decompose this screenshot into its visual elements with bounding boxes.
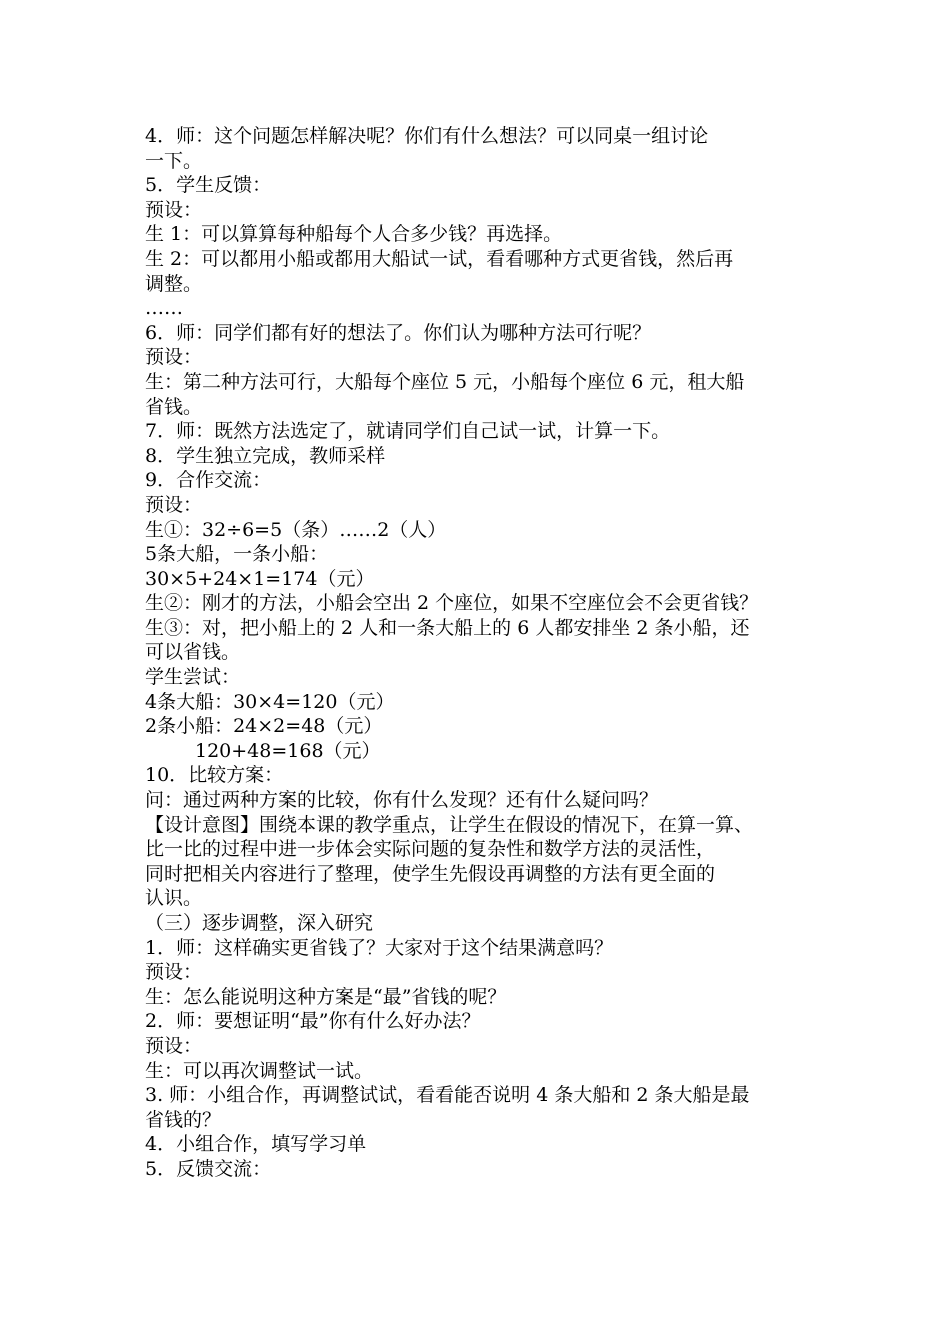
text-line: 可以省钱。 (145, 641, 241, 664)
text-line: 问：通过两种方案的比较，你有什么发现？还有什么疑问吗？ (145, 789, 659, 812)
text-line: 4．小组合作，填写学习单 (145, 1133, 367, 1156)
text-line: 2．师：要想证明“最”你有什么好办法？ (145, 1010, 481, 1033)
text-line: …… (145, 297, 183, 320)
text-line: 5．学生反馈： (145, 174, 272, 197)
text-line: 2条小船：24×2=48（元） (145, 715, 383, 738)
text-line: 预设： (145, 493, 203, 516)
text-line: 预设： (145, 346, 203, 369)
text-line: 预设： (145, 1034, 203, 1057)
text-line: 4条大船：30×4=120（元） (145, 690, 395, 713)
text-line: （三）逐步调整，深入研究 (145, 912, 374, 934)
text-line: 生①：32÷6=5（条）……2（人） (145, 518, 447, 541)
text-line: 3. 师：小组合作，再调整试试，看看能否说明 4 条大船和 2 条大船是最 (145, 1084, 750, 1107)
text-line: 省钱。 (145, 395, 203, 418)
text-line: 同时把相关内容进行了整理，使学生先假设再调整的方法有更全面的 (145, 862, 716, 885)
text-line: 7．师：既然方法选定了，就请同学们自己试一试，计算一下。 (145, 420, 671, 443)
text-line: 9．合作交流： (145, 469, 272, 492)
text-line: 学生尝试： (145, 666, 241, 689)
text-line: 省钱的？ (145, 1108, 222, 1131)
text-line: 认识。 (145, 887, 203, 910)
text-line: 生 2：可以都用小船或都用大船试一试，看看哪种方式更省钱，然后再 (145, 247, 734, 270)
text-line: 6．师：同学们都有好的想法了。你们认为哪种方法可行呢？ (145, 321, 652, 344)
text-line: 调整。 (145, 272, 203, 295)
text-line: 生 1：可以算算每种船每个人合多少钱？再选择。 (145, 223, 563, 246)
text-line: 10．比较方案： (145, 764, 284, 787)
text-line: 生②：刚才的方法，小船会空出 2 个座位，如果不空座位会不会更省钱？ (145, 592, 759, 615)
text-line: 生：可以再次调整试一试。 (145, 1059, 374, 1082)
text-line: 生：第二种方法可行，大船每个座位 5 元，小船每个座位 6 元，租大船 (145, 370, 745, 393)
text-line: 5．反馈交流： (145, 1157, 272, 1180)
text-line: 预设： (145, 198, 203, 221)
text-line: 一下。 (145, 149, 203, 172)
text-line: 比一比的过程中进一步体会实际问题的复杂性和数学方法的灵活性， (145, 838, 716, 861)
text-line: 生③：对，把小船上的 2 人和一条大船上的 6 人都安排坐 2 条小船，还 (145, 616, 750, 639)
text-line: 1．师：这样确实更省钱了？大家对于这个结果满意吗？ (145, 936, 614, 959)
text-line: 5条大船，一条小船： (145, 543, 329, 566)
text-line: 30×5+24×1=174（元） (145, 567, 375, 590)
text-line: 【设计意图】围绕本课的教学重点，让学生在假设的情况下，在算一算、 (145, 813, 754, 836)
text-line: 120+48=168（元） (195, 739, 381, 762)
text-line: 4．师：这个问题怎样解决呢？你们有什么想法？可以同桌一组讨论 (145, 125, 709, 147)
text-line: 生：怎么能说明这种方案是“最”省钱的呢？ (145, 985, 507, 1008)
text-line: 预设： (145, 961, 203, 984)
text-line: 8．学生独立完成，教师采样 (145, 444, 386, 467)
document-body (145, 124, 825, 1182)
